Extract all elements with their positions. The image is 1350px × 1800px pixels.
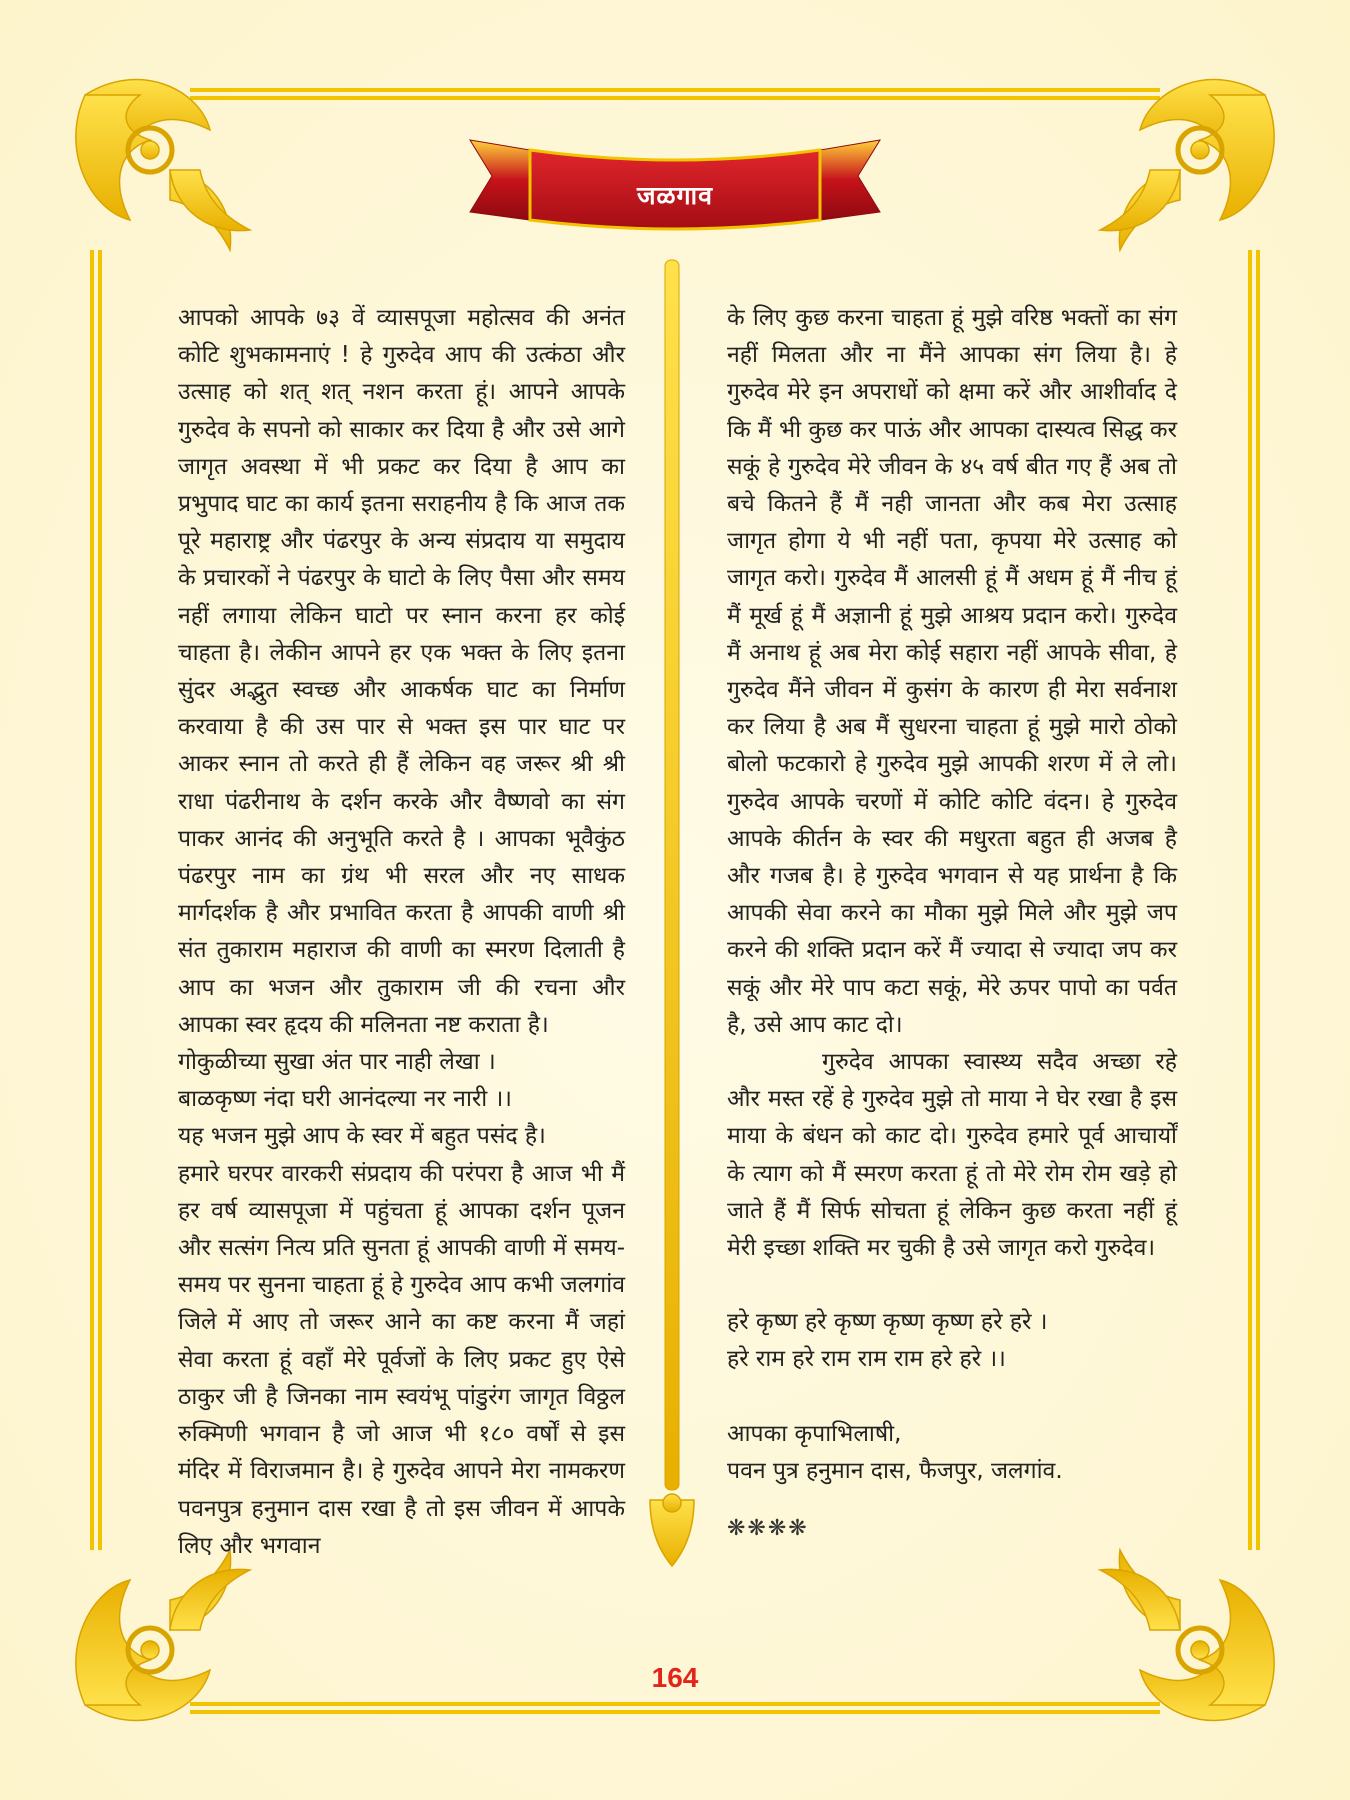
corner-ornament-top-left — [76, 80, 250, 250]
spacer — [727, 1379, 1177, 1416]
mantra-line-2: हरे राम हरे राम राम राम हरे हरे ।। — [727, 1346, 1006, 1373]
verse-line-2: बाळकृष्ण नंदा घरी आनंदल्या नर नारी ।। — [178, 1086, 513, 1113]
page-number: 164 — [651, 1662, 699, 1693]
signoff-name: पवन पुत्र हनुमान दास, फैजपुर, जलगांव. — [727, 1457, 1063, 1484]
page-title: जळगाव — [636, 181, 713, 210]
spacer — [727, 1267, 1177, 1304]
left-paragraph-2: हमारे घरपर वारकरी संप्रदाय की परंपरा है आज भी मैं हर वर्ष व्यासपूजा में पहुंचता हूं आपका दर्शन पूजन और सत्संग नित्य प्रति सुनता हूं आपकी वाणी में समय-समय पर सुनना चाहता हूं हे गुरुदेव आप कभी जलगांव जिले में आए तो जरूर आने का कष्ट करना मैं जहां सेवा करता हूं वहाँ मेरे पूर्वजों के लिए प्रकट हुए ऐसे ठाकुर जी है जिनका नाम स्वयंभू पांडुरंग जागृत विठ्ठल रुक्मिणी भगवान है जो आज भी १८० वर्षों से इस मंदिर में विराजमान है। हे गुरुदेव आपने मेरा नामकरण पवनपुत्र हनुमान दास रखा है तो इस जीवन में आपके लिए और भगवान — [178, 1160, 625, 1559]
corner-ornament-bottom-left — [76, 1550, 250, 1720]
left-paragraph-1: आपको आपके ७३ वें व्यासपूजा महोत्सव की अनंत कोटि शुभकामनाएं ! हे गुरुदेव आप की उत्कंठा और उत्साह को शत् शत् नशन करता हूं। आपने आपके गुरुदेव के सपनो को साकार कर दिया है और उसे आगे जागृत अवस्था में भी प्रकट कर दिया है आप का प्रभुपाद घाट का कार्य इतना सराहनीय है कि आज तक पूरे महाराष्ट्र और पंढरपुर के अन्य संप्रदाय या समुदाय के प्रचारकों ने पंढरपुर के घाटो के लिए पैसा और समय नहीं लगाया लेकिन घाटो पर स्नान करना हर कोई चाहता है। लेकीन आपने हर एक भक्त के लिए इतना सुंदर अद्भुत स्वच्छ और आकर्षक घाट का निर्माण करवाया है की उस पार से भक्त इस पार घाट पर आकर स्नान तो करते ही हैं लेकिन वह जरूर श्री श्री राधा पंढरीनाथ के दर्शन करके और वैष्णवो का संग पाकर आनंद की अनुभूति करते है । आपका भूवैकुंठ पंढरपुर नाम का ग्रंथ भी सरल और नए साधक मार्गदर्शक है और प्रभावित करता है आपकी वाणी श्री संत तुकाराम महाराज की वाणी का स्मरण दिलाती है आप का भजन और तुकाराम जी की रचना और आपका स्वर हृदय की मलिनता नष्ट कराता है। — [178, 305, 625, 1038]
column-divider — [650, 260, 694, 1566]
bhajan-note: यह भजन मुझे आप के स्वर में बहुत पसंद है। — [178, 1123, 546, 1150]
right-paragraph-1: के लिए कुछ करना चाहता हूं मुझे वरिष्ठ भक्तों का संग नहीं मिलता और ना मैंने आपका संग लिया है। हे गुरुदेव मेरे इन अपराधों को क्षमा करें और आशीर्वाद दे कि मैं भी कुछ कर पाऊं और आपका दास्यत्व सिद्ध कर सकूं हे गुरुदेव मेरे जीवन के ४५ वर्ष बीत गए हैं अब तो बचे कितने हैं मैं नही जानता और कब मेरा उत्साह जागृत होगा ये भी नहीं पता, कृपया मेरे उत्साह को जागृत करो। गुरुदेव मैं आलसी हूं मैं अधम हूं मैं नीच हूं मैं मूर्ख हूं मैं अज्ञानी हूं मुझे आश्रय प्रदान करो। गुरुदेव मैं अनाथ हूं अब मेरा कोई सहारा नहीं आपके सीवा, हे गुरुदेव मैंने जीवन में कुसंग के कारण ही मेरा सर्वनाश कर लिया है अब मैं सुधरना चाहता हूं मुझे मारो ठोको बोलो फटकारो हे गुरुदेव मुझे आपकी शरण में ले लो। गुरुदेव आपके चरणों में कोटि कोटि वंदन। हे गुरुदेव आपके कीर्तन के स्वर की मधुरता बहुत ही अजब है और गजब है। हे गुरुदेव भगवान से यह प्रार्थना है कि आपकी सेवा करने का मौका मुझे मिले और मुझे जप करने की शक्ति प्रदान करें मैं ज्यादा से ज्यादा जप कर सकूं और मेरे पाप कटा सकूं, मेरे ऊपर पापो का पर्वत है, उसे आप काट दो। — [727, 305, 1177, 1038]
end-stars: ❋❋❋❋ — [727, 1516, 809, 1542]
signoff-salutation: आपका कृपाभिलाषी, — [727, 1420, 902, 1447]
right-column — [727, 300, 1177, 1547]
left-column — [178, 300, 625, 1565]
verse-line-1: गोकुळीच्या सुखा अंत पार नाही लेखा । — [178, 1049, 496, 1076]
mantra-line-1: हरे कृष्ण हरे कृष्ण कृष्ण कृष्ण हरे हरे । — [727, 1309, 1048, 1336]
corner-ornament-top-right — [1100, 80, 1274, 250]
right-paragraph-2: गुरुदेव आपका स्वास्थ्य सदैव अच्छा रहे और मस्त रहें हे गुरुदेव मुझे तो माया ने घेर रखा है इस माया के बंधन को काट दो। गुरुदेव हमारे पूर्व आचार्यों के त्याग को मैं स्मरण करता हूं तो मेरे रोम रोम खड़े हो जाते हैं मैं सिर्फ सोचता हूं लेकिन कुछ करता नहीं हूं मेरी इच्छा शक्ति मर चुकी है उसे जागृत करो गुरुदेव। — [727, 1049, 1177, 1262]
corner-ornament-bottom-right — [1100, 1550, 1274, 1720]
